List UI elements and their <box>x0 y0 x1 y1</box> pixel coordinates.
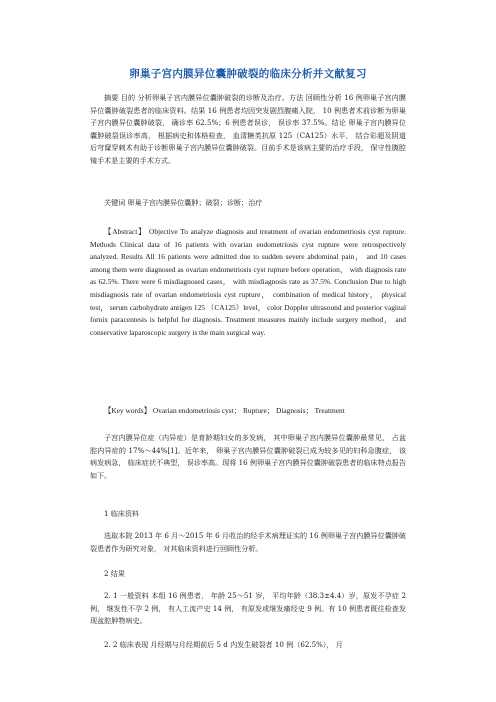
keywords-english: 【Key words】 Ovarian endometriosis cyst； Rupture； Diagnosis； Treatment <box>104 406 345 415</box>
results-general-paragraph: 2. 1 一般资料 本组 16 例患者， 年龄 25～51 岁， 平均年龄（38.3±4.4）岁，原发不孕症 2 例， 继发性不孕 2 例， 有人工流产史 14 例， 有原发或继发痛经史 9 例。有 10 例患者既往检查发现盆腔肿物病史。 <box>90 591 406 626</box>
section-heading-clinical-data: 1 临床资料 <box>104 509 140 518</box>
section-heading-results: 2 结果 <box>104 569 125 578</box>
paper-title: 卵巢子宫内膜异位囊肿破裂的临床分析并文献复习 <box>129 68 367 80</box>
keywords-chinese: 关键词 卵巢子宫内膜异位囊肿；破裂；诊断；治疗 <box>104 198 263 207</box>
abstract-chinese: 摘要 目的 分析卵巢子宫内膜异位囊肿破裂的诊断及治疗。方法 回顾性分析 16 例卵巢子宫内膜异位囊肿破裂患者的临床资料。结果 16 例患者均因突发剧烈腹痛入院， 10 例患者术前诊断为卵巢子宫内膜异位囊肿破裂， 确诊率 62.5%；6 例患者误诊， 误诊率 37.5%。结论 卵巢子宫内膜异位囊肿破裂误诊率高， 根据病史和体格检查， 血清糖类抗原 125（CA125）水平， 结合彩超及阴道后穹窿穿刺术有助于诊断卵巢子宫内膜异位囊肿破裂。目前手术是该病主要的治疗手段， 保守性腹腔镜手术是主要的手术方式。 <box>90 93 406 165</box>
abstract-english: 【Abstract】 Objective To analyze diagnosis and treatment of ovarian endometriosis cyst rupture. Methods Clinical data of 16 patients with ovarian endometriosis cyst rupture were retrospectively analyzed. Results All 16 patients were admitted due to sudden severe abdominal pain， and 10 cases among them were diagnosed as ovarian endometriosis cyst rupture before operation， with diagnosis rate as 62.5%. There were 6 misdiagnosed cases， with misdiagnosis rate as 37.5%. Conclusion Due to high misdiagnosis rate of ovarian endometriosis cyst rupture， combination of medical history， physical test， serum carbohydrate antigen 125 （CA125）level， color Doppler ultrasound and posterior vaginal fornix paracentesis is helpful for diagnosis. Treatment measures mainly include surgery method， and conservative laparoscopic surgery is the main surgical way. <box>90 227 406 337</box>
clinical-data-paragraph: 选取本院 2013 年 6 月～2015 年 6 月收治的经手术病理证实的 16 例卵巢子宫内膜异位囊肿破裂患者作为研究对象， 对其临床资料进行回顾性分析。 <box>90 531 406 553</box>
results-clinical-manifestation-paragraph: 2. 2 临床表现 月经期与月经期前后 5 d 内发生破裂者 10 例（62.5%）， 月 <box>104 640 343 649</box>
introduction-paragraph: 子宫内膜异位症（内异症）是育龄期妇女的多发病， 其中卵巢子宫内膜异位囊肿最常见， 占盆腔内异症的 17%～44%[1]。近年来， 卵巢子宫内膜异位囊肿破裂已成为较多见的妇科急腹症， 该病发病急， 临床症状不典型， 误诊率高。现将 16 例卵巢子宫内膜异位囊肿破裂患者的临床特点报告如下。 <box>90 433 406 480</box>
